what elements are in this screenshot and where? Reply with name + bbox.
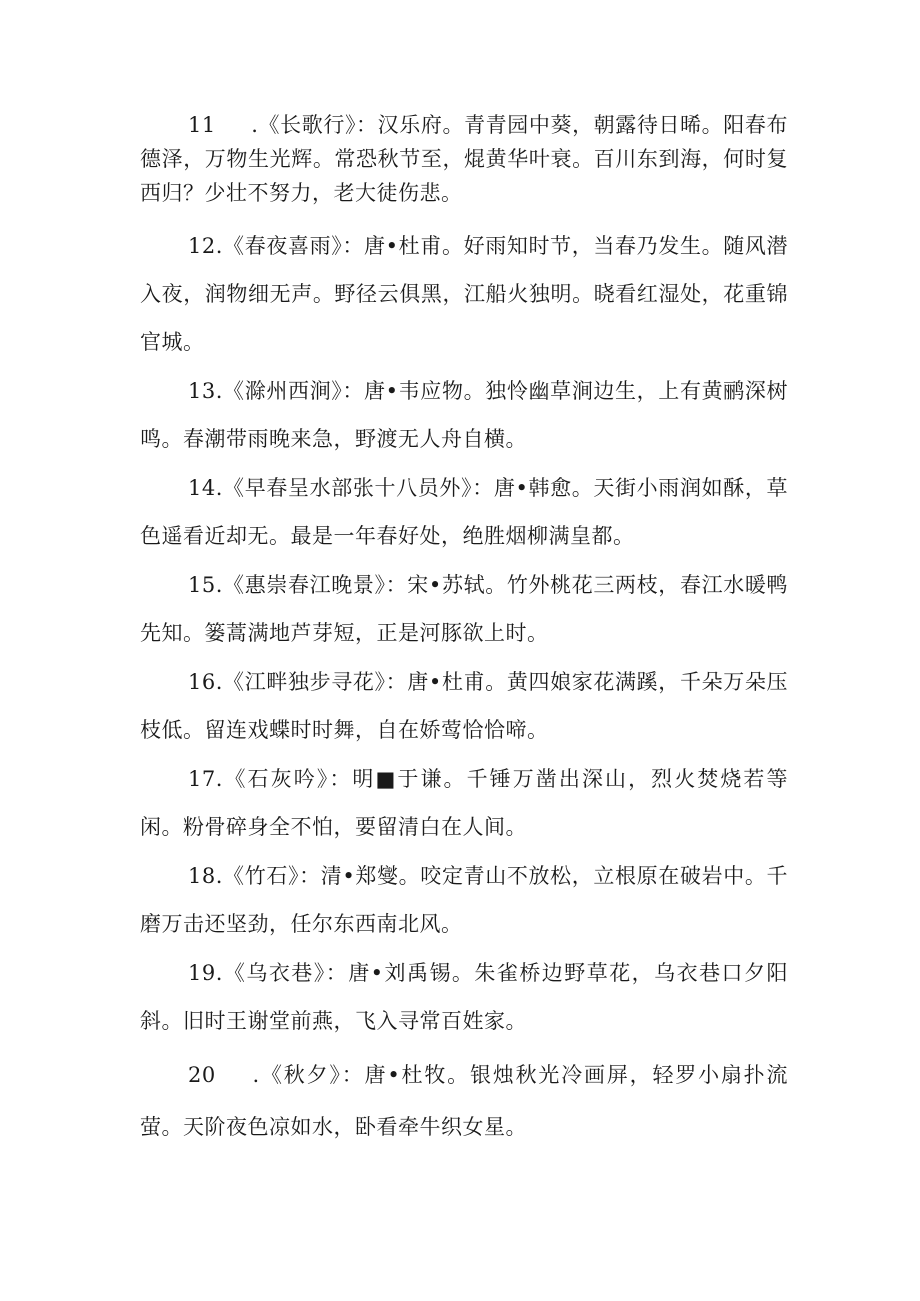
entry-separator: . xyxy=(215,379,223,403)
entry-text: 《长歌行》：汉乐府。青青园中葵，朝露待日晞。阳春布德泽，万物生光辉。常恐秋节至，焜黄华叶衰。百川东到海，何时复西归？少壮不努力，老大徒伤悲。 xyxy=(140,113,788,205)
entry-number: 19 xyxy=(188,961,216,985)
entry-separator: . xyxy=(215,961,223,985)
entry-separator: . xyxy=(215,476,223,500)
entry-text: 《惠崇春江晚景》：宋•苏轼。竹外桃花三两枝，春江水暖鸭先知。篓蒿满地芦芽短，正是河豚欲上时。 xyxy=(140,573,788,645)
entry-separator: . xyxy=(215,573,223,597)
entry-text: 《江畔独步寻花》：唐•杜甫。黄四娘家花满蹊，千朵万朵压枝低。留连戏蝶时时舞，自在娇莺恰恰啼。 xyxy=(140,670,788,742)
entry-separator: . xyxy=(215,234,223,258)
poem-entry-16 xyxy=(140,658,788,754)
poem-entry-19 xyxy=(140,949,788,1045)
entry-number: 15 xyxy=(188,573,216,597)
entry-text: 《乌衣巷》：唐•刘禹锡。朱雀桥边野草花，乌衣巷口夕阳斜。旧时王谢堂前燕，飞入寻常百姓家。 xyxy=(140,961,788,1033)
entry-number: 13 xyxy=(188,379,216,403)
entry-separator: . xyxy=(244,113,259,137)
entry-number: 11 xyxy=(188,113,216,137)
entry-text: 《竹石》：清•郑燮。咬定青山不放松，立根原在破岩中。千磨万击还坚劲，任尔东西南北风。 xyxy=(140,864,788,936)
entry-text: 《滁州西涧》：唐•韦应物。独怜幽草涧边生，上有黄鹂深树鸣。春潮带雨晚来急，野渡无人舟自横。 xyxy=(140,379,788,451)
entry-text: 《秋夕》：唐•杜牧。银烛秋光冷画屏，轻罗小扇扑流萤。天阶夜色凉如水，卧看牵牛织女星。 xyxy=(140,1063,788,1139)
poem-entry-13 xyxy=(140,367,788,463)
entry-text: 《石灰吟》：明■于谦。千锤万凿出深山，烈火焚烧若等闲。粉骨碎身全不怕，要留清白在人间。 xyxy=(140,767,788,839)
entry-number: 14 xyxy=(188,476,216,500)
entry-number: 16 xyxy=(188,670,216,694)
entry-separator: . xyxy=(244,1063,260,1087)
entry-number: 18 xyxy=(188,864,216,888)
entry-text: 《春夜喜雨》：唐•杜甫。好雨知时节，当春乃发生。随风潜入夜，润物细无声。野径云俱黑，江船火独明。晓看红湿处，花重锦官城。 xyxy=(140,234,788,354)
poem-entry-17 xyxy=(140,755,788,851)
document-page xyxy=(140,108,788,1153)
poem-entry-11 xyxy=(140,108,788,210)
poem-entry-20 xyxy=(140,1049,788,1153)
entry-separator: . xyxy=(215,864,223,888)
poem-entry-14 xyxy=(140,464,788,560)
poem-entry-18 xyxy=(140,852,788,948)
poem-entry-12 xyxy=(140,222,788,366)
entry-number: 17 xyxy=(188,767,216,791)
entry-separator: . xyxy=(215,767,223,791)
poem-entry-15 xyxy=(140,561,788,657)
entry-separator: . xyxy=(215,670,223,694)
entry-text: 《早春呈水部张十八员外》：唐•韩愈。天街小雨润如酥，草色遥看近却无。最是一年春好处，绝胜烟柳满皇都。 xyxy=(140,476,788,548)
entry-number: 12 xyxy=(188,234,216,258)
entry-number: 20 xyxy=(188,1063,216,1087)
